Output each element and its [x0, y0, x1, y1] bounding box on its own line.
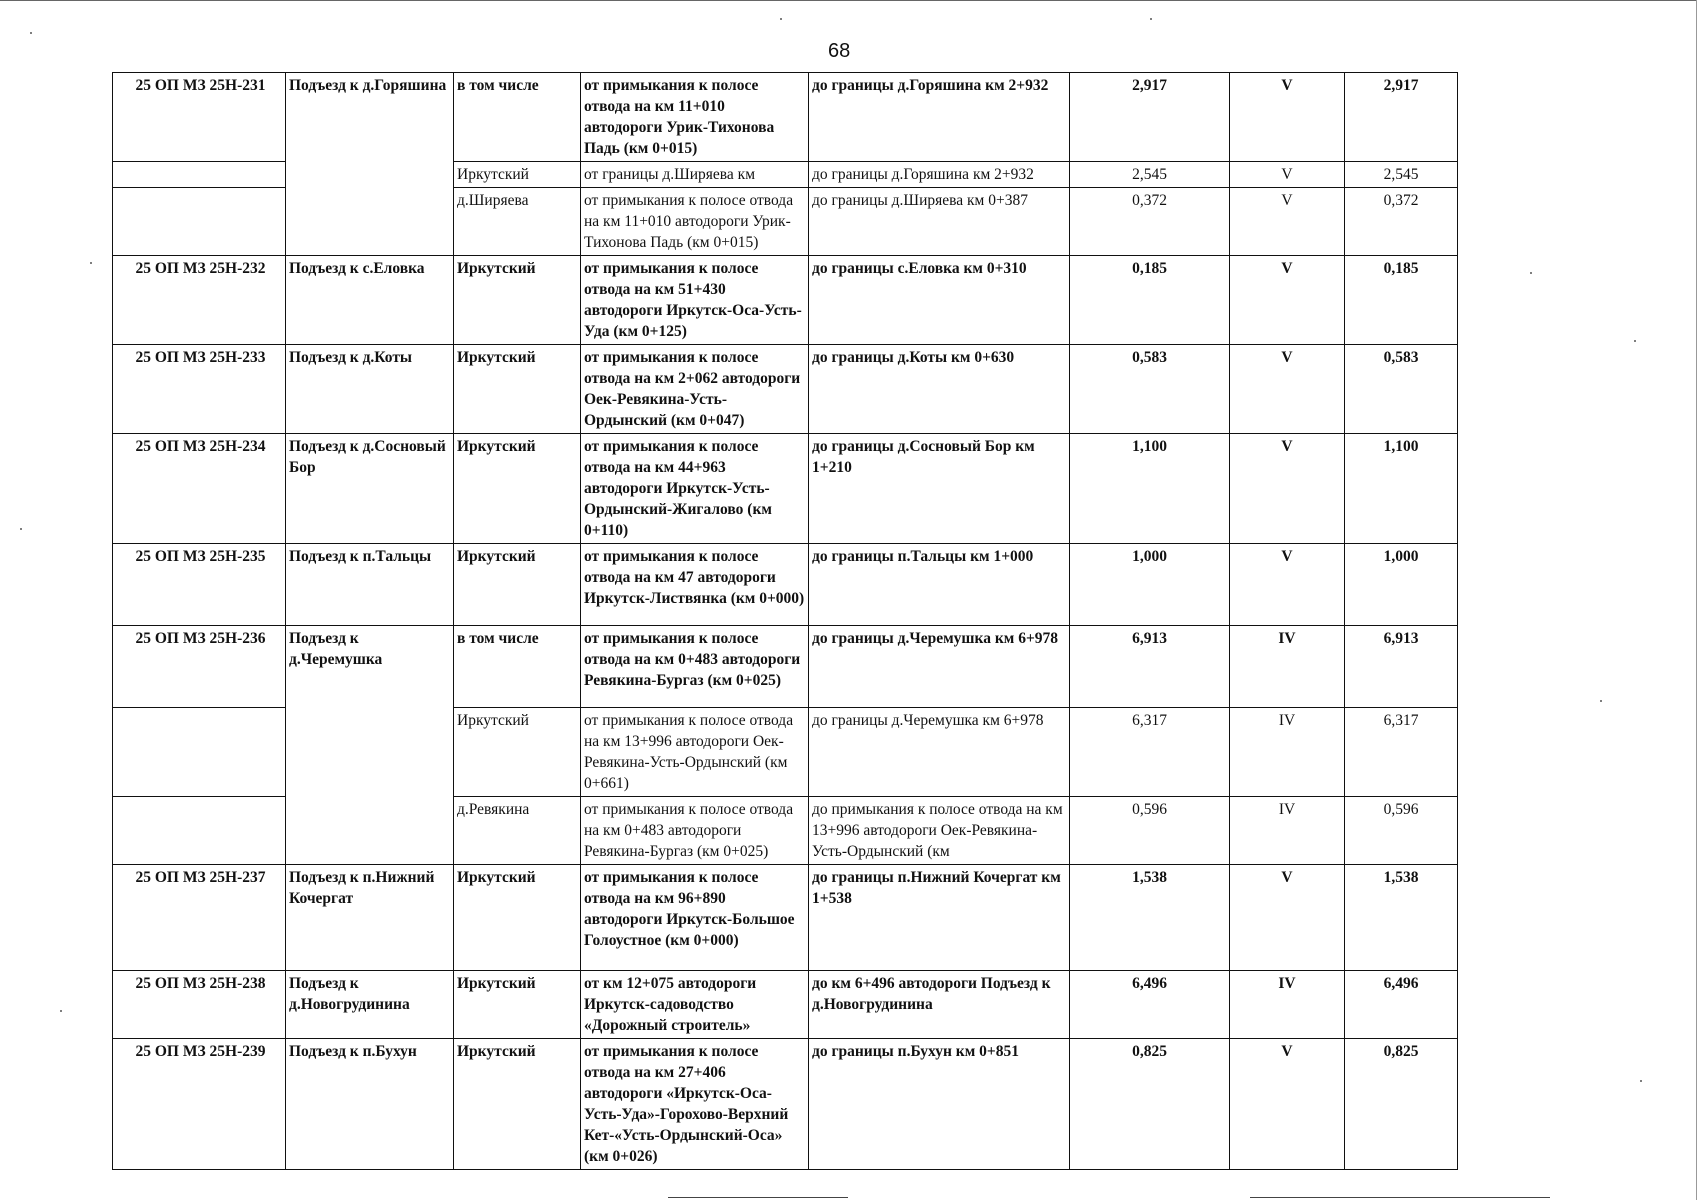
road-name: Подъезд к п.Нижний Кочергат [286, 865, 454, 971]
scan-speck [1530, 272, 1532, 274]
end-point: до границы п.Нижний Кочергат км 1+538 [809, 865, 1070, 971]
district: Иркутский [454, 1039, 581, 1170]
road-category: V [1230, 865, 1345, 971]
end-point: до границы д.Черемушка км 6+978 [809, 626, 1070, 708]
total-length: 2,545 [1345, 162, 1458, 188]
road-code [113, 708, 286, 797]
road-category: V [1230, 345, 1345, 434]
start-point: от примыкания к полосе отвода на км 27+406 автодороги «Иркутск-Оса-Усть-Уда»-Горохово-Верхний Кет-«Усть-Ордынский-Оса» (км 0+026) [581, 1039, 809, 1170]
end-point: до границы д.Горяшина км 2+932 [809, 162, 1070, 188]
road-category: IV [1230, 797, 1345, 865]
road-category: IV [1230, 708, 1345, 797]
road-code: 25 ОП МЗ 25Н-239 [113, 1039, 286, 1170]
start-point: от примыкания к полосе отвода на км 51+430 автодороги Иркутск-Оса-Усть-Уда (км 0+125) [581, 256, 809, 345]
district: д.Ревякина [454, 797, 581, 865]
road-code: 25 ОП МЗ 25Н-232 [113, 256, 286, 345]
end-point: до границы д.Горяшина км 2+932 [809, 73, 1070, 162]
table-row [113, 971, 1458, 1039]
end-point: до примыкания к полосе отвода на км 13+996 автодороги Оек-Ревякина-Усть-Ордынский (км [809, 797, 1070, 865]
road-category: IV [1230, 626, 1345, 708]
district: Иркутский [454, 971, 581, 1039]
table-row [113, 626, 1458, 708]
scan-speck [1634, 340, 1636, 342]
road-name: Подъезд к п.Тальцы [286, 544, 454, 626]
total-length: 6,496 [1345, 971, 1458, 1039]
length-km: 6,317 [1070, 708, 1230, 797]
scan-speck [20, 528, 22, 530]
road-code: 25 ОП МЗ 25Н-234 [113, 434, 286, 544]
end-point: до границы д.Сосновый Бор км 1+210 [809, 434, 1070, 544]
total-length: 1,100 [1345, 434, 1458, 544]
road-name: Подъезд к д.Новогрудинина [286, 971, 454, 1039]
table-row [113, 434, 1458, 544]
road-category: V [1230, 1039, 1345, 1170]
scan-speck [1640, 1080, 1642, 1082]
scan-artifact-line [668, 1197, 848, 1198]
start-point: от км 12+075 автодороги Иркутск-садоводство «Дорожный строитель» [581, 971, 809, 1039]
end-point: до км 6+496 автодороги Подъезд к д.Новогрудинина [809, 971, 1070, 1039]
district: в том числе [454, 626, 581, 708]
start-point: от примыкания к полосе отвода на км 13+996 автодороги Оек-Ревякина-Усть-Ордынский (км 0+661) [581, 708, 809, 797]
road-category: V [1230, 434, 1345, 544]
length-km: 0,583 [1070, 345, 1230, 434]
length-km: 1,000 [1070, 544, 1230, 626]
total-length: 6,913 [1345, 626, 1458, 708]
table-row [113, 865, 1458, 971]
length-km: 0,596 [1070, 797, 1230, 865]
road-code [113, 162, 286, 188]
road-category: V [1230, 256, 1345, 345]
road-name: Подъезд к п.Бухун [286, 1039, 454, 1170]
start-point: от границы д.Ширяева км [581, 162, 809, 188]
district: Иркутский [454, 162, 581, 188]
road-category: IV [1230, 971, 1345, 1039]
scan-speck [780, 18, 782, 20]
total-length: 2,917 [1345, 73, 1458, 162]
end-point: до границы с.Еловка км 0+310 [809, 256, 1070, 345]
scan-speck [60, 1010, 62, 1012]
table-row [113, 73, 1458, 162]
scan-speck [1600, 700, 1602, 702]
total-length: 0,185 [1345, 256, 1458, 345]
district: Иркутский [454, 256, 581, 345]
total-length: 0,596 [1345, 797, 1458, 865]
road-name: Подъезд к д.Черемушка [286, 626, 454, 865]
district: в том числе [454, 73, 581, 162]
total-length: 0,583 [1345, 345, 1458, 434]
district: Иркутский [454, 708, 581, 797]
page-number: 68 [828, 40, 851, 62]
end-point: до границы п.Бухун км 0+851 [809, 1039, 1070, 1170]
road-category: V [1230, 544, 1345, 626]
start-point: от примыкания к полосе отвода на км 0+483 автодороги Ревякина-Бургаз (км 0+025) [581, 797, 809, 865]
district: Иркутский [454, 865, 581, 971]
total-length: 0,825 [1345, 1039, 1458, 1170]
road-register-table [112, 72, 1458, 1170]
table-row [113, 256, 1458, 345]
length-km: 1,100 [1070, 434, 1230, 544]
end-point: до границы д.Ширяева км 0+387 [809, 188, 1070, 256]
scan-speck [30, 32, 32, 34]
road-code [113, 797, 286, 865]
end-point: до границы д.Коты км 0+630 [809, 345, 1070, 434]
district: Иркутский [454, 345, 581, 434]
length-km: 2,545 [1070, 162, 1230, 188]
road-name: Подъезд к д.Коты [286, 345, 454, 434]
length-km: 1,538 [1070, 865, 1230, 971]
length-km: 0,372 [1070, 188, 1230, 256]
start-point: от примыкания к полосе отвода на км 47 автодороги Иркутск-Листвянка (км 0+000) [581, 544, 809, 626]
district: д.Ширяева [454, 188, 581, 256]
total-length: 1,000 [1345, 544, 1458, 626]
district: Иркутский [454, 544, 581, 626]
scan-artifact-line [1250, 1197, 1550, 1198]
total-length: 6,317 [1345, 708, 1458, 797]
road-code: 25 ОП МЗ 25Н-237 [113, 865, 286, 971]
road-code: 25 ОП МЗ 25Н-236 [113, 626, 286, 708]
start-point: от примыкания к полосе отвода на км 96+890 автодороги Иркутск-Большое Голоустное (км 0+000) [581, 865, 809, 971]
start-point: от примыкания к полосе отвода на км 44+963 автодороги Иркутск-Усть-Ордынский-Жигалово (км 0+110) [581, 434, 809, 544]
total-length: 1,538 [1345, 865, 1458, 971]
end-point: до границы д.Черемушка км 6+978 [809, 708, 1070, 797]
length-km: 2,917 [1070, 73, 1230, 162]
length-km: 0,185 [1070, 256, 1230, 345]
road-code: 25 ОП МЗ 25Н-231 [113, 73, 286, 162]
road-code: 25 ОП МЗ 25Н-233 [113, 345, 286, 434]
road-category: V [1230, 162, 1345, 188]
road-name: Подъезд к с.Еловка [286, 256, 454, 345]
end-point: до границы п.Тальцы км 1+000 [809, 544, 1070, 626]
road-category: V [1230, 73, 1345, 162]
start-point: от примыкания к полосе отвода на км 11+010 автодороги Урик-Тихонова Падь (км 0+015) [581, 73, 809, 162]
length-km: 6,913 [1070, 626, 1230, 708]
length-km: 0,825 [1070, 1039, 1230, 1170]
scan-speck [1150, 18, 1152, 20]
road-name: Подъезд к д.Сосновый Бор [286, 434, 454, 544]
road-name: Подъезд к д.Горяшина [286, 73, 454, 256]
table-row [113, 544, 1458, 626]
road-code: 25 ОП МЗ 25Н-238 [113, 971, 286, 1039]
length-km: 6,496 [1070, 971, 1230, 1039]
table-row [113, 345, 1458, 434]
start-point: от примыкания к полосе отвода на км 0+483 автодороги Ревякина-Бургаз (км 0+025) [581, 626, 809, 708]
road-category: V [1230, 188, 1345, 256]
scan-speck [90, 262, 92, 264]
total-length: 0,372 [1345, 188, 1458, 256]
start-point: от примыкания к полосе отвода на км 11+010 автодороги Урик-Тихонова Падь (км 0+015) [581, 188, 809, 256]
road-code [113, 188, 286, 256]
district: Иркутский [454, 434, 581, 544]
start-point: от примыкания к полосе отвода на км 2+062 автодороги Оек-Ревякина-Усть-Ордынский (км 0+047) [581, 345, 809, 434]
table-row [113, 1039, 1458, 1170]
road-code: 25 ОП МЗ 25Н-235 [113, 544, 286, 626]
scan-border-top [0, 0, 1697, 1]
